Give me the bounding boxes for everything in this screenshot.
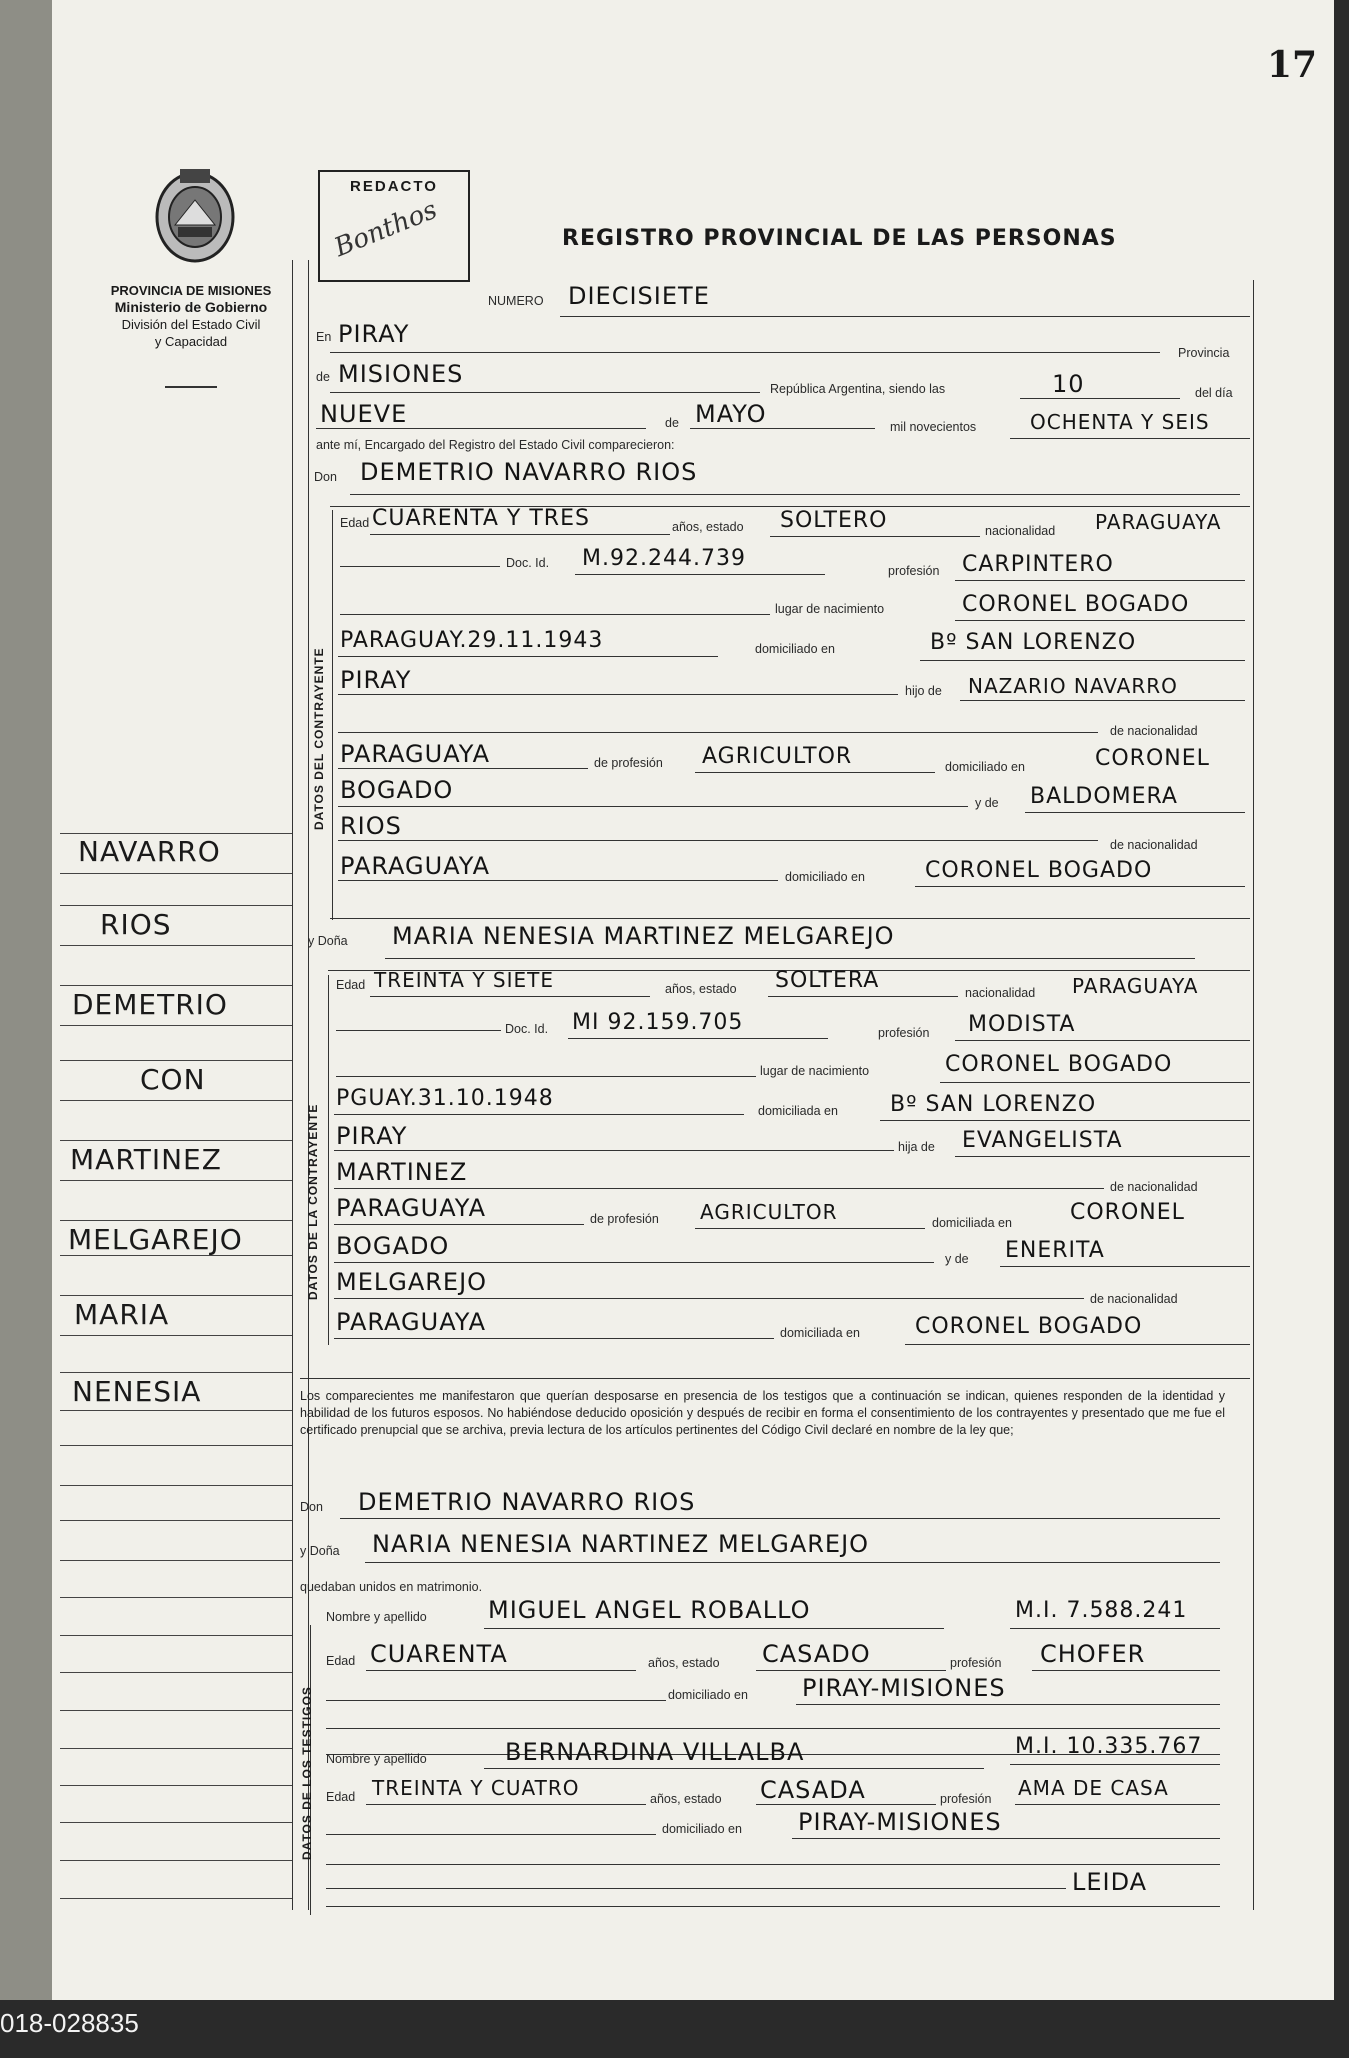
- bride-padre-nac: PARAGUAYA: [336, 1194, 486, 1222]
- bride-padre-prof-label: de profesión: [590, 1212, 659, 1226]
- margin-name-3: DEMETRIO: [72, 988, 228, 1021]
- groom-padre-nac: PARAGUAYA: [340, 740, 490, 768]
- w2-domicilio: PIRAY-MISIONES: [798, 1808, 1002, 1836]
- book-binding: [0, 0, 52, 2000]
- issuer-ministry: Ministerio de Gobierno: [114, 299, 268, 315]
- bride-domiciliada-label: domiciliada en: [758, 1104, 838, 1118]
- groom-padre-nac-label: de nacionalidad: [1110, 724, 1198, 738]
- w2-estado-label: años, estado: [650, 1792, 722, 1806]
- groom-domiciliado-label: domiciliado en: [755, 642, 835, 656]
- w1-estado-label: años, estado: [648, 1656, 720, 1670]
- margin-name-5: MARTINEZ: [70, 1143, 222, 1176]
- bride-domicilio: Bº SAN LORENZO: [890, 1092, 1097, 1117]
- w2-nombre-label: Nombre y apellido: [326, 1752, 427, 1766]
- bride-padre-2: MARTINEZ: [336, 1158, 468, 1186]
- bride-doc: MI 92.159.705: [572, 1010, 744, 1035]
- groom-padre-prof-label: de profesión: [594, 756, 663, 770]
- decl-don-label: Don: [300, 1500, 323, 1514]
- margin-name-4: CON: [140, 1063, 206, 1096]
- bride-domicilio-2: PIRAY: [336, 1122, 408, 1150]
- numero-label: NUMERO: [488, 294, 544, 308]
- en-label: En: [316, 330, 332, 344]
- w1-domicilio: PIRAY-MISIONES: [802, 1674, 1006, 1702]
- w2-edad-label: Edad: [326, 1790, 356, 1804]
- anio-value: OCHENTA Y SEIS: [1030, 410, 1210, 434]
- issuer-block: [82, 282, 300, 350]
- w1-edad: CUARENTA: [370, 1640, 508, 1668]
- bride-padre-dom-2: BOGADO: [336, 1232, 450, 1260]
- numero-value: DIECISIETE: [568, 282, 710, 310]
- bride-estado-label: años, estado: [665, 982, 737, 996]
- bride-estado: SOLTERA: [775, 968, 880, 993]
- witness-section-label: DATOS DE LOS TESTIGOS: [300, 1686, 314, 1860]
- bride-padre-prof: AGRICULTOR: [700, 1200, 838, 1224]
- w1-nombre: MIGUEL ANGEL ROBALLO: [488, 1596, 811, 1624]
- provincia-value: MISIONES: [338, 360, 464, 388]
- groom-doc: M.92.244.739: [582, 546, 746, 571]
- redacto-stamp: [318, 170, 470, 282]
- groom-domicilio-2: PIRAY: [340, 666, 412, 694]
- w2-estado: CASADA: [760, 1776, 866, 1804]
- dia-value: NUEVE: [320, 400, 408, 428]
- del-dia-label: del día: [1195, 386, 1233, 400]
- dona-label: y Doña: [308, 934, 348, 948]
- bride-padre-dom: CORONEL: [1070, 1200, 1185, 1225]
- bride-nacionalidad: PARAGUAYA: [1072, 974, 1199, 998]
- issuer-rule: [165, 386, 217, 388]
- margin-name-7: MARIA: [74, 1298, 170, 1331]
- w2-doc: M.I. 10.335.767: [1015, 1734, 1203, 1759]
- bride-madre: ENERITA: [1005, 1238, 1105, 1263]
- bride-name: MARIA NENESIA MARTINEZ MELGAREJO: [392, 922, 895, 950]
- issuer-capacity: y Capacidad: [154, 334, 228, 349]
- w2-profesion: AMA DE CASA: [1018, 1776, 1169, 1800]
- groom-padre-dom: CORONEL: [1095, 746, 1210, 771]
- bride-fecha-nac: PGUAY.31.10.1948: [336, 1086, 554, 1111]
- provincial-seal-icon: [150, 165, 240, 265]
- mes-value: MAYO: [695, 400, 767, 428]
- w2-edad: TREINTA Y CUATRO: [372, 1776, 580, 1800]
- decl-quedaban: quedaban unidos en matrimonio.: [300, 1580, 483, 1594]
- groom-fecha-nac: PARAGUAY.29.11.1943: [340, 628, 604, 653]
- groom-nacionalidad-label: nacionalidad: [985, 524, 1056, 538]
- ante-label: ante mí, Encargado del Registro del Estado Civil comparecieron:: [316, 438, 675, 452]
- margin-name-1: NAVARRO: [78, 835, 221, 868]
- bride-profesion: MODISTA: [968, 1012, 1076, 1037]
- margin-name-2: RIOS: [100, 908, 172, 941]
- bride-madre-2: MELGAREJO: [336, 1268, 488, 1296]
- provincia-label: Provincia: [1178, 346, 1230, 360]
- bride-nacionalidad-label: nacionalidad: [965, 986, 1036, 1000]
- section2-rule: [328, 975, 329, 1345]
- decl-don: DEMETRIO NAVARRO RIOS: [358, 1488, 696, 1516]
- w1-edad-label: Edad: [326, 1654, 356, 1668]
- bride-profesion-label: profesión: [878, 1026, 930, 1040]
- form-right-rule: [1253, 280, 1254, 1910]
- w1-domiciliado-label: domiciliado en: [668, 1688, 748, 1702]
- bride-padre-dom-label: domiciliada en: [932, 1216, 1012, 1230]
- margin-divider: [292, 260, 293, 1910]
- groom-y-de-label: y de: [975, 796, 999, 810]
- page-number: 17: [1267, 44, 1318, 86]
- de-mes-label: de: [665, 416, 679, 430]
- bride-madre-nac-label: de nacionalidad: [1090, 1292, 1178, 1306]
- groom-name: DEMETRIO NAVARRO RIOS: [360, 458, 698, 486]
- bride-y-de-label: y de: [945, 1252, 969, 1266]
- bride-padre: EVANGELISTA: [962, 1128, 1123, 1153]
- groom-madre-2: RIOS: [340, 812, 402, 840]
- bride-lugar-nac: CORONEL BOGADO: [945, 1052, 1173, 1077]
- groom-lugar-nac-label: lugar de nacimiento: [775, 602, 885, 616]
- w1-doc: M.I. 7.588.241: [1015, 1598, 1188, 1623]
- w2-profesion-label: profesión: [940, 1792, 992, 1806]
- bride-hija-label: hija de: [898, 1140, 935, 1154]
- groom-doc-label: Doc. Id.: [506, 556, 550, 570]
- issuer-division: División del Estado Civil: [121, 317, 261, 332]
- bride-madre-dom: CORONEL BOGADO: [915, 1314, 1143, 1339]
- groom-section-label: DATOS DEL CONTRAYENTE: [312, 647, 326, 830]
- mil-label: mil novecientos: [890, 420, 977, 434]
- bride-padre-nac-label: de nacionalidad: [1110, 1180, 1198, 1194]
- en-value: PIRAY: [338, 320, 410, 348]
- decl-dona-label: y Doña: [300, 1544, 340, 1558]
- footer-strip: [0, 2000, 1349, 2058]
- groom-hijo-label: hijo de: [905, 684, 942, 698]
- republica-label: República Argentina, siendo las: [770, 382, 946, 396]
- margin-name-8: NENESIA: [72, 1375, 202, 1408]
- groom-madre: BALDOMERA: [1030, 784, 1178, 809]
- w1-nombre-label: Nombre y apellido: [326, 1610, 427, 1624]
- issuer-province: PROVINCIA DE MISIONES: [110, 283, 272, 298]
- w1-profesion: CHOFER: [1040, 1640, 1146, 1668]
- stamp-label: REDACTO: [350, 178, 438, 195]
- groom-estado-label: años, estado: [672, 520, 744, 534]
- w2-domiciliado-label: domiciliado en: [662, 1822, 742, 1836]
- margin-name-6: MELGAREJO: [68, 1223, 243, 1256]
- groom-madre-nac: PARAGUAYA: [340, 852, 490, 880]
- groom-padre-dom-2: BOGADO: [340, 776, 454, 804]
- groom-edad-label: Edad: [340, 516, 370, 530]
- groom-profesion: CARPINTERO: [962, 552, 1114, 577]
- groom-profesion-label: profesión: [888, 564, 940, 578]
- de-label: de: [316, 370, 330, 384]
- declaration-text: Los comparecientes me manifestaron que querían desposarse en presencia de los testigos que a continuación se indican, quienes responden de la identidad y habilidad de los futuros esposos. No habiéndose deducido oposición y después de recibir en forma el consentimiento de los contrayentes y presentado que me fue el certificado prenupcial que se archiva, previa lectura de los artículos pertinentes del Código Civil declaré en nombre de la ley que;: [300, 1389, 1225, 1437]
- decl-dona: NARIA NENESIA NARTINEZ MELGAREJO: [372, 1530, 870, 1558]
- hora-value: 10: [1052, 370, 1085, 398]
- groom-nacionalidad: PARAGUAYA: [1095, 510, 1222, 534]
- groom-domicilio: Bº SAN LORENZO: [930, 630, 1137, 655]
- bride-doc-label: Doc. Id.: [505, 1022, 549, 1036]
- w2-nombre: BERNARDINA VILLALBA: [505, 1738, 805, 1766]
- stamp-signature: Bonthos: [330, 194, 442, 264]
- section1-rule: [332, 510, 333, 920]
- groom-madre-dom-label: domiciliado en: [785, 870, 865, 884]
- bride-madre-nac: PARAGUAYA: [336, 1308, 486, 1336]
- footer-id: 018-028835: [0, 2008, 139, 2038]
- groom-madre-nac-label: de nacionalidad: [1110, 838, 1198, 852]
- groom-padre: NAZARIO NAVARRO: [968, 674, 1178, 698]
- groom-lugar-nac: CORONEL BOGADO: [962, 592, 1190, 617]
- groom-estado: SOLTERO: [780, 508, 888, 533]
- w1-estado: CASADO: [762, 1640, 871, 1668]
- groom-padre-prof: AGRICULTOR: [702, 744, 853, 769]
- groom-padre-dom-label: domiciliado en: [945, 760, 1025, 774]
- form-left-rule: [308, 260, 309, 1910]
- groom-madre-dom: CORONEL BOGADO: [925, 858, 1153, 883]
- bride-edad-label: Edad: [336, 978, 366, 992]
- don-label: Don: [314, 470, 337, 484]
- groom-edad: CUARENTA Y TRES: [372, 506, 590, 531]
- bride-section-label: DATOS DE LA CONTRAYENTE: [306, 1103, 320, 1300]
- bride-madre-dom-label: domiciliada en: [780, 1326, 860, 1340]
- page-title: REGISTRO PROVINCIAL DE LAS PERSONAS: [562, 226, 1117, 251]
- leida-mark: LEIDA: [1072, 1868, 1148, 1896]
- bride-edad: TREINTA Y SIETE: [374, 968, 554, 992]
- bride-lugar-nac-label: lugar de nacimiento: [760, 1064, 870, 1078]
- w1-profesion-label: profesión: [950, 1656, 1002, 1670]
